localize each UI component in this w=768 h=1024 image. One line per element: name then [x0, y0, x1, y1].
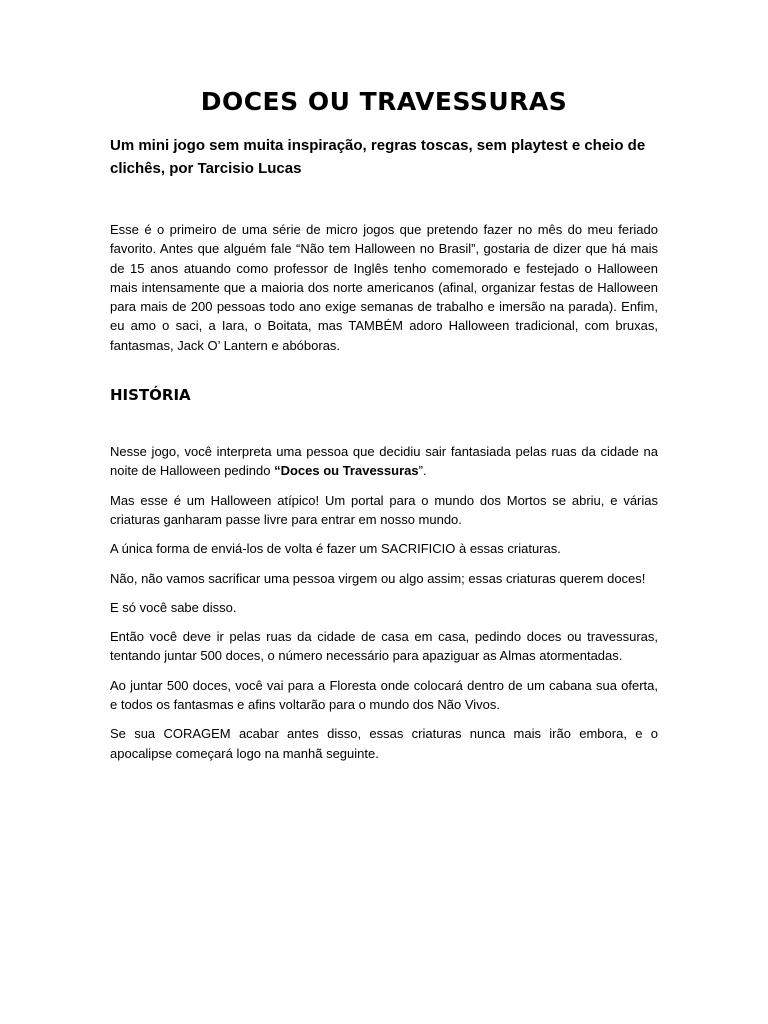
- history-paragraph-6: Então você deve ir pelas ruas da cidade de casa em casa, pedindo doces ou travessuras, tentando juntar 500 doces, o número necessário para apaziguar as Almas atormentadas.: [110, 629, 658, 664]
- history-paragraph-2: Mas esse é um Halloween atípico! Um portal para o mundo dos Mortos se abriu, e várias criaturas ganharam passe livre para entrar em nosso mundo.: [110, 492, 658, 527]
- history-paragraph-5: E só você sabe disso.: [110, 599, 237, 615]
- history-paragraph-8: Se sua CORAGEM acabar antes disso, essas criaturas nunca mais irão embora, e o apocalipse começará logo na manhã seguinte.: [110, 726, 658, 761]
- document-title: DOCES OU TRAVESSURAS: [200, 87, 568, 116]
- history-paragraph-1: [110, 442, 658, 481]
- history-paragraph-1-text: Nesse jogo, você interpreta uma pessoa que decidiu sair fantasiada pelas ruas da cidade na noite de Halloween pedindo: [110, 444, 658, 479]
- history-paragraph-7: Ao juntar 500 doces, você vai para a Floresta onde colocará dentro de um cabana sua oferta, e todos os fantasmas e afins voltarão para o mundo dos Não Vivos.: [110, 677, 658, 713]
- doces-ou-travessuras-emphasis: “Doces ou Travessuras: [274, 463, 419, 479]
- history-paragraph-4: Não, não vamos sacrificar uma pessoa virgem ou algo assim; essas criaturas querem doces!: [110, 570, 646, 586]
- intro-paragraph: Esse é o primeiro de uma série de micro jogos que pretendo fazer no mês do meu feriado favorito. Antes que alguém fale “Não tem Halloween no Brasil”, gostaria de dizer que há mais de 15 anos atuando como professor de Inglês tenho comemorado e festejado o Halloween mais intensamente que a maioria dos norte americanos (afinal, organizar festas de Halloween para mais de 200 pessoas todo ano exige semanas de trabalho e imersão na parada). Enfim, eu amo o saci, a Iara, o Boitata, mas TAMBÉM adoro Halloween tradicional, com bruxas, fantasmas, Jack O’ Lantern e abóboras.: [110, 222, 658, 353]
- history-heading: HISTÓRIA: [110, 386, 191, 405]
- document-subtitle: Um mini jogo sem muita inspiração, regras toscas, sem playtest e cheio de clichês, por Tarcisio Lucas: [110, 137, 646, 177]
- document-page: [110, 84, 658, 773]
- history-paragraph-1-end: ”.: [418, 463, 427, 479]
- history-paragraph-3: A única forma de enviá-los de volta é fazer um SACRIFICIO à essas criaturas.: [110, 541, 561, 557]
